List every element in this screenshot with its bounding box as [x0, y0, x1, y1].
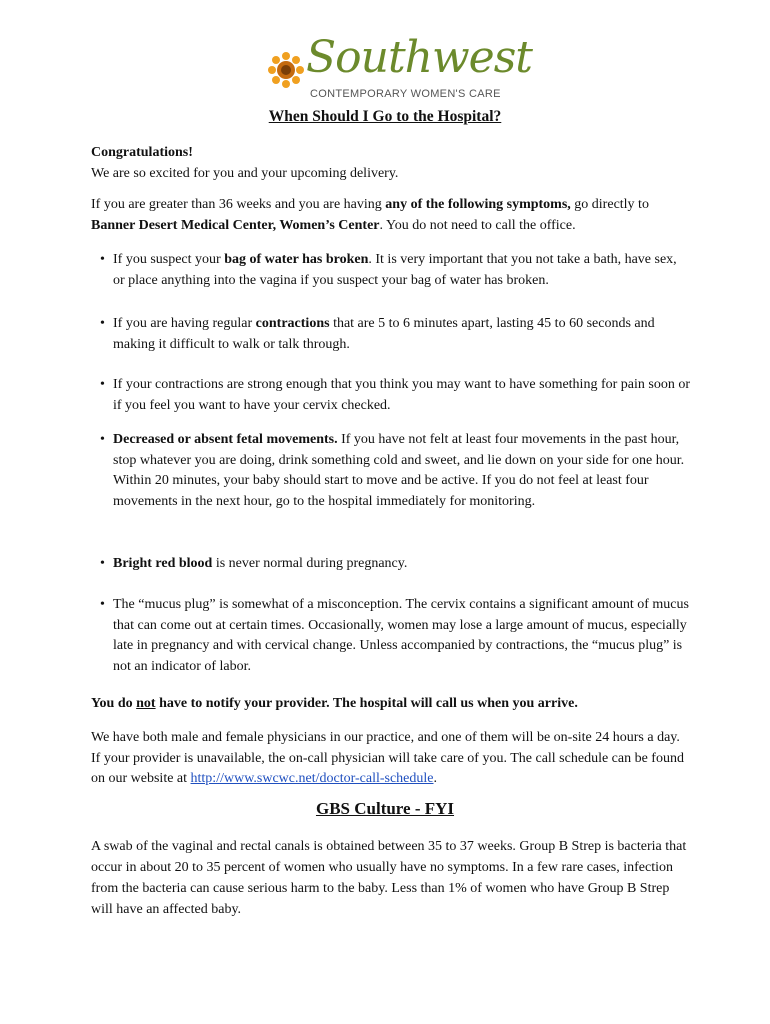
- southwest-logo: [268, 26, 532, 108]
- symptom-emphasis: Bright red blood: [113, 556, 213, 571]
- notify-text: You do: [91, 696, 137, 711]
- intro: [91, 143, 691, 184]
- page-title: When Should I Go to the Hospital?: [268, 108, 502, 125]
- bullet-icon: •: [100, 556, 105, 571]
- notify-text: have to notify your provider. The hospital will call us when you arrive.: [155, 696, 578, 711]
- intro-line: We are so excited for you and your upcoming delivery.: [91, 165, 399, 181]
- directive-text: If you are greater than 36 weeks and you are having: [91, 197, 386, 212]
- directive-paragraph: [91, 195, 691, 236]
- symptom-text: If you are having regular: [113, 316, 256, 331]
- hospital-name: Banner Desert Medical Center, Women’s Center: [91, 217, 380, 233]
- call-schedule-link[interactable]: http://www.swcwc.net/doctor-call-schedule: [190, 771, 434, 786]
- logo-tagline: CONTEMPORARY WOMEN'S CARE: [310, 88, 501, 100]
- physicians-text: We have both male and female physicians in our practice, and one of them will be on-site 24 hours a day. If your provider is unavailable, the on-call physician will take care of you. The call schedule can be found on our website at: [91, 730, 684, 786]
- symptom-emphasis: contractions: [255, 316, 330, 331]
- bullet-icon: •: [100, 316, 105, 331]
- physicians-paragraph: [91, 728, 691, 790]
- bullet-icon: •: [100, 597, 105, 612]
- symptom-item: [100, 375, 690, 416]
- directive-text: . You do not need to call the office.: [379, 217, 576, 233]
- symptom-text: If your contractions are strong enough that you think you may want to have something for pain soon or if you feel you want to have your cervix checked.: [113, 377, 690, 413]
- gbs-paragraph: A swab of the vaginal and rectal canals is obtained between 35 to 37 weeks. Group B Strep is bacteria that occur in about 20 to 35 percent of women who usually have no symptoms. In a few rare cases, infection from the bacteria can cause serious harm to the baby. Less than 1% of women who have Group B Strep will have an affected baby.: [91, 839, 687, 917]
- symptom-item: [100, 314, 690, 355]
- symptom-item: [100, 430, 690, 512]
- directive-emphasis: any of the following symptoms,: [385, 197, 571, 212]
- symptom-text: . It is very important that you not take a bath, have sex, or place anything into the vagina if you suspect your bag of water has broken.: [113, 252, 677, 288]
- symptom-text: that are 5 to 6 minutes apart, lasting 45 to 60 seconds and making it difficult to walk or talk through.: [113, 316, 655, 352]
- logo-wordmark: Southwest: [306, 32, 532, 83]
- bullet-icon: •: [100, 252, 105, 267]
- symptom-text: The “mucus plug” is somewhat of a misconception. The cervix contains a significant amount of mucus that can come out at certain times. Occasionally, women may lose a large amount of mucus, especially late in pregnancy and with cervical change. Unless accompanied by contractions, the “mucus plug” is not an indicator of labor.: [113, 597, 689, 674]
- symptom-text: is never normal during pregnancy.: [212, 556, 408, 571]
- symptom-item: [100, 554, 690, 575]
- notify-not: not: [136, 696, 156, 711]
- notify-statement: [91, 694, 691, 715]
- bullet-icon: •: [100, 377, 105, 392]
- symptom-emphasis: bag of water has broken: [224, 252, 369, 267]
- sunflower-icon: [268, 52, 304, 88]
- bullet-icon: •: [100, 432, 105, 447]
- symptom-item: [100, 250, 690, 291]
- gbs-heading: GBS Culture - FYI: [315, 799, 455, 818]
- physicians-text: .: [433, 771, 437, 786]
- symptom-text: If you suspect your: [113, 252, 225, 267]
- symptom-item: [100, 595, 690, 677]
- symptom-emphasis: Decreased or absent fetal movements.: [113, 432, 338, 447]
- intro-heading: Congratulations!: [91, 145, 193, 160]
- symptom-text: If you have not felt at least four movements in the past hour, stop whatever you are doing, drink something cold and sweet, and lie down on your side for one hour. Within 20 minutes, your baby should start to move and be active. If you do not feel at least four movements in the next hour, go to the hospital immediately for monitoring.: [113, 432, 685, 509]
- directive-text: go directly to: [570, 197, 649, 212]
